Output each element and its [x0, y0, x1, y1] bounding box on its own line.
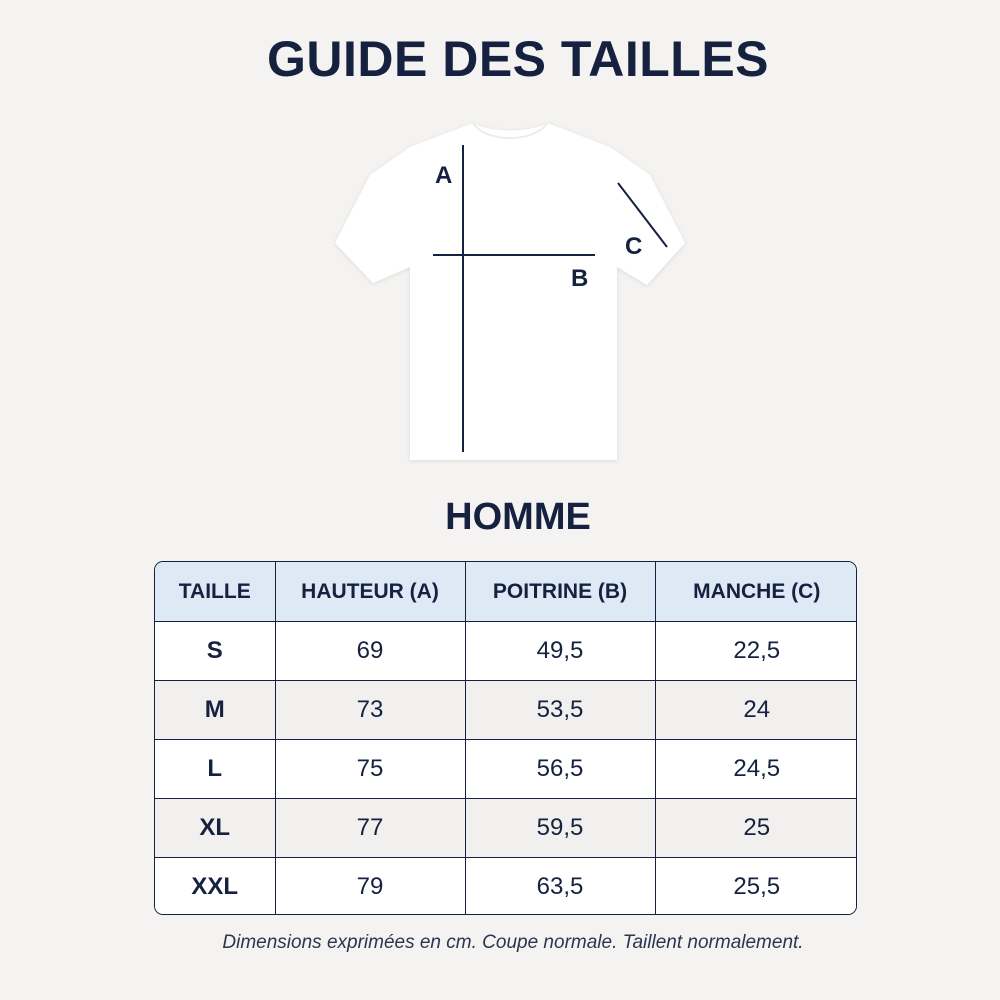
header-chest: POITRINE (B) [465, 562, 655, 622]
size-cell: S [155, 622, 275, 681]
sleeve-cell: 24,5 [655, 740, 857, 799]
sleeve-cell: 25,5 [655, 858, 857, 916]
chest-cell: 63,5 [465, 858, 655, 916]
label-b: B [571, 265, 589, 292]
size-cell: XL [155, 799, 275, 858]
chest-cell: 53,5 [465, 681, 655, 740]
chest-cell: 56,5 [465, 740, 655, 799]
label-c: C [625, 233, 643, 260]
page-title: GUIDE DES TAILLES [266, 31, 770, 87]
table-header-row [155, 562, 857, 622]
chest-cell: 59,5 [465, 799, 655, 858]
height-cell: 79 [275, 858, 465, 916]
tshirt-shape [335, 123, 685, 460]
header-sleeve: MANCHE (C) [655, 562, 857, 622]
sleeve-cell: 22,5 [655, 622, 857, 681]
table-row [155, 740, 857, 799]
size-table [154, 561, 857, 915]
footnote: Dimensions exprimées en cm. Coupe normale. Taillent normalement. [222, 932, 804, 953]
header-size: TAILLE [155, 562, 275, 622]
chest-cell: 49,5 [465, 622, 655, 681]
size-cell: M [155, 681, 275, 740]
header-height: HAUTEUR (A) [275, 562, 465, 622]
sleeve-cell: 25 [655, 799, 857, 858]
height-cell: 75 [275, 740, 465, 799]
tshirt-measurement-diagram [325, 115, 695, 475]
height-cell: 73 [275, 681, 465, 740]
table-row [155, 858, 857, 916]
size-cell: L [155, 740, 275, 799]
height-cell: 77 [275, 799, 465, 858]
table-row [155, 622, 857, 681]
size-cell: XXL [155, 858, 275, 916]
label-a: A [435, 162, 453, 189]
table-row [155, 681, 857, 740]
table-row [155, 799, 857, 858]
sleeve-cell: 24 [655, 681, 857, 740]
section-title: HOMME [445, 496, 591, 538]
height-cell: 69 [275, 622, 465, 681]
